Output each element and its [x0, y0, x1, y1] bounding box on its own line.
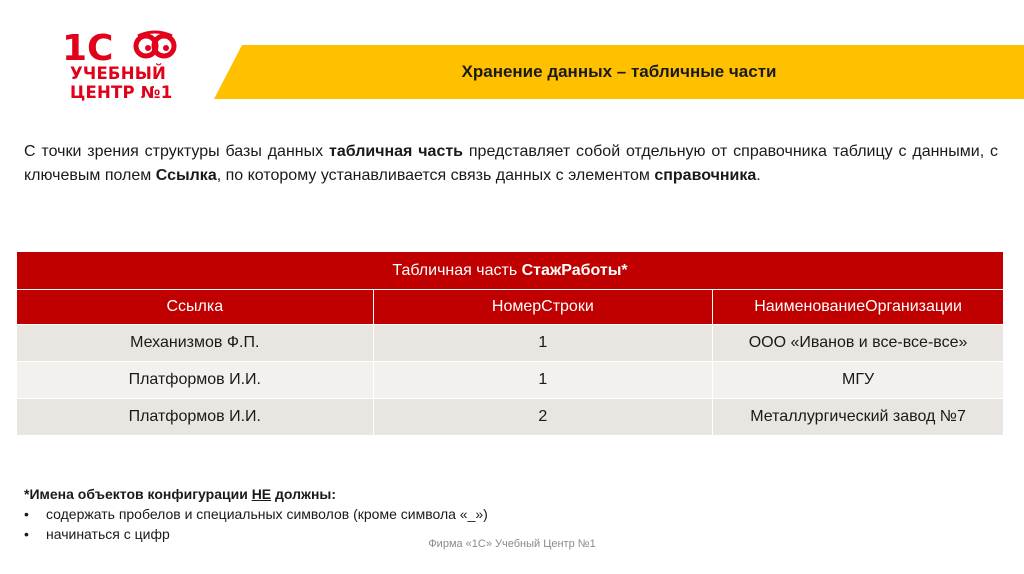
table-row — [17, 362, 1004, 399]
intro-bold-3: справочника — [654, 166, 757, 184]
intro-bold-1: табличная часть — [328, 143, 464, 160]
column-header: НомерСтроки — [373, 290, 713, 325]
intro-text-2: представляет собой отдельную от справочника таблицу с данными, с ключевым полем — [24, 143, 999, 184]
intro-bold-2: Ссылка — [155, 166, 217, 184]
table-caption — [17, 252, 1004, 290]
table-caption-row — [17, 252, 1004, 290]
table-caption-name: СтажРаботы* — [521, 261, 628, 279]
table-header-row — [17, 290, 1004, 325]
naming-rules-note — [24, 484, 488, 544]
note-heading-post: должны: — [271, 486, 337, 502]
table-cell: Платформов И.И. — [17, 362, 374, 399]
logo-line-1: УЧЕБНЫЙ — [70, 64, 167, 83]
intro-text-4: . — [756, 166, 761, 184]
page-title: Хранение данных – табличные части — [461, 62, 777, 81]
intro-text-3: , по которому устанавливается связь данных с элементом — [216, 166, 655, 184]
intro-paragraph — [24, 140, 998, 187]
column-header: Ссылка — [17, 290, 374, 325]
table-cell: Платформов И.И. — [17, 399, 374, 436]
intro-text-1: С точки зрения структуры базы данных — [24, 143, 329, 160]
tabular-section-table — [16, 251, 1004, 436]
table-cell: ООО «Иванов и все-все-все» — [713, 325, 1004, 362]
table-cell: МГУ — [713, 362, 1004, 399]
table-cell: Металлургический завод №7 — [713, 399, 1004, 436]
note-heading-pre: *Имена объектов конфигурации — [24, 486, 252, 502]
list-item-text: содержать пробелов и специальных символов (кроме символа «_») — [46, 506, 488, 522]
table-row — [17, 399, 1004, 436]
list-item — [24, 504, 488, 524]
bullet-icon: • — [24, 506, 29, 522]
logo-mark: 1С — [62, 28, 114, 69]
bullet-icon: • — [24, 526, 29, 542]
table-cell: Механизмов Ф.П. — [17, 325, 374, 362]
logo-text — [70, 64, 172, 102]
column-header: НаименованиеОрганизации — [713, 290, 1004, 325]
list-item-text: начинаться с цифр — [46, 526, 170, 542]
table-cell: 1 — [373, 362, 713, 399]
table-cell: 2 — [373, 399, 713, 436]
table-row — [17, 325, 1004, 362]
note-heading — [24, 484, 488, 504]
footer-text: Фирма «1С» Учебный Центр №1 — [428, 538, 596, 550]
table-cell: 1 — [373, 325, 713, 362]
table-caption-prefix: Табличная часть — [392, 261, 522, 279]
logo-line-2: ЦЕНТР №1 — [70, 83, 173, 102]
note-heading-ne: НЕ — [251, 486, 272, 502]
